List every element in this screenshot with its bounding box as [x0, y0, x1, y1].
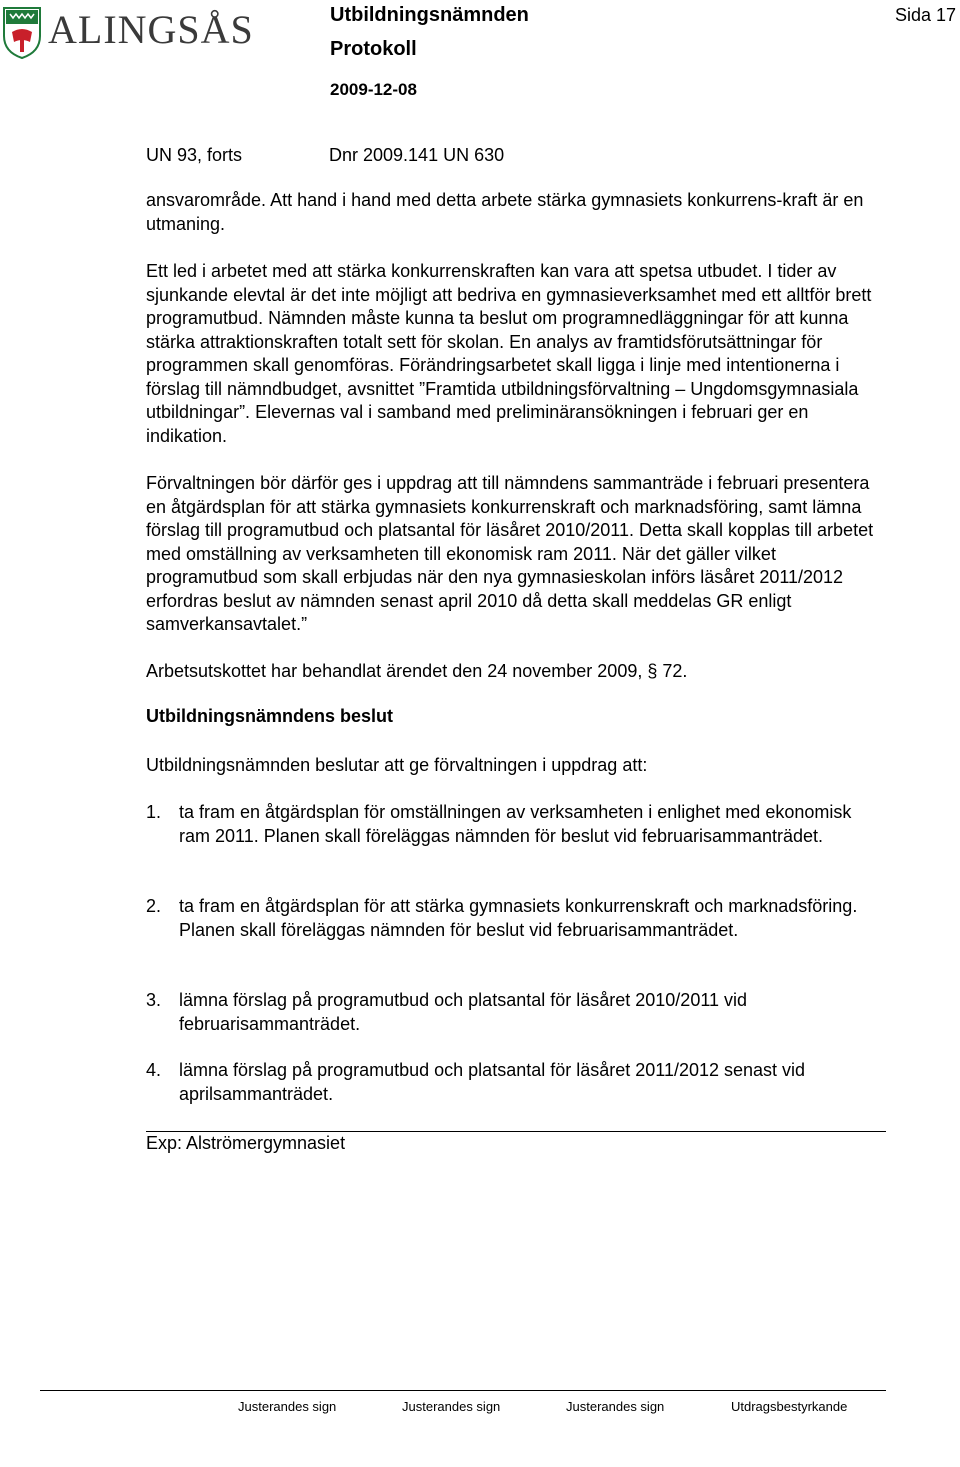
- footer-divider: [40, 1390, 886, 1391]
- decision-item: [146, 989, 876, 1036]
- decision-text: lämna förslag på programutbud och platsantal för läsåret 2010/2011 vid februarisammanträdet.: [179, 990, 748, 1034]
- page-number: Sida 17: [894, 5, 956, 25]
- decision-item: [146, 895, 876, 942]
- municipality-logo: [2, 6, 260, 62]
- decision-item: [146, 1059, 876, 1106]
- expedition-line: Exp: Alströmergymnasiet: [146, 1133, 346, 1153]
- decision-number: 4.: [146, 1060, 162, 1080]
- diary-number: Dnr 2009.141 UN 630: [329, 145, 505, 165]
- certification-field: Utdragsbestyrkande: [731, 1399, 848, 1414]
- committee-name: Utbildningsnämnden: [330, 4, 529, 26]
- coat-of-arms-icon: [2, 6, 42, 60]
- decision-number: 2.: [146, 896, 162, 916]
- decision-text: ta fram en åtgärdsplan för omställningen av verksamheten i enlighet med ekonomisk ram 2011. Planen skall föreläggas nämnden för beslut vid februarisammanträdet.: [179, 802, 852, 846]
- decision-text: lämna förslag på programutbud och platsantal för läsåret 2011/2012 senast vid aprilsammanträdet.: [179, 1060, 806, 1104]
- paragraph: ansvarområde. Att hand i hand med detta arbete stärka gymnasiets konkurrens-kraft är en utmaning.: [146, 190, 864, 234]
- decision-number: 1.: [146, 802, 162, 822]
- signature-field-3: Justerandes sign: [566, 1399, 665, 1414]
- decision-text: ta fram en åtgärdsplan för att stärka gymnasiets konkurrenskraft och marknadsföring. Planen skall föreläggas nämnden för beslut vid februarisammanträdet.: [179, 896, 858, 940]
- divider: [146, 1131, 886, 1132]
- decision-number: 3.: [146, 990, 162, 1010]
- meeting-date: 2009-12-08: [330, 80, 417, 99]
- signature-field-1: Justerandes sign: [238, 1399, 337, 1414]
- item-number: UN 93, forts: [146, 145, 243, 165]
- case-reference: [146, 145, 504, 166]
- document-type: Protokoll: [330, 38, 417, 60]
- decision-intro: Utbildningsnämnden beslutar att ge förvaltningen i uppdrag att:: [146, 755, 648, 775]
- signature-field-2: Justerandes sign: [402, 1399, 501, 1414]
- paragraph: Arbetsutskottet har behandlat ärendet den 24 november 2009, § 72.: [146, 661, 688, 681]
- paragraph: Ett led i arbetet med att stärka konkurrenskraften kan vara att spetsa utbudet. I tider av sjunkande elevtal är det inte möjligt att bedriva en gymnasieverksamhet med ett alltför brett programutbud. Nämnden måste kunna ta beslut om programnedläggningar för att kunna stärka attraktionskraften totalt sett för skolan. En analys av framtidsförutsättningar för programmen skall genomföras. Förändringsarbetet skall ligga i linje med intentionerna i förslag till nämndbudget, avsnittet ”Framtida utbildningsförvaltning – Ungdomsgymnasiala utbildningar”. Elevernas val i samband med preliminäransökningen i februari ger en indikation.: [146, 261, 872, 446]
- decision-item: [146, 801, 876, 848]
- decision-heading: Utbildningsnämndens beslut: [146, 706, 394, 726]
- logo-wordmark: ALINGSÅS: [48, 7, 254, 52]
- paragraph: Förvaltningen bör därför ges i uppdrag att till nämndens sammanträde i februari presentera en åtgärdsplan för att stärka gymnasiets konkurrenskraft och marknadsföring, samt lämna förslag till programutbud och platsantal för läsåret 2010/2011. Detta skall kopplas till arbetet med omställning av verksamheten till ekonomisk ram 2011. När det gäller vilket programutbud som skall erbjudas när den nya gymnasieskolan införs läsåret 2011/2012 erfordras beslut av nämnden senast april 2010 då detta skall meddelas GR enligt samverkansavtalet.”: [146, 473, 874, 634]
